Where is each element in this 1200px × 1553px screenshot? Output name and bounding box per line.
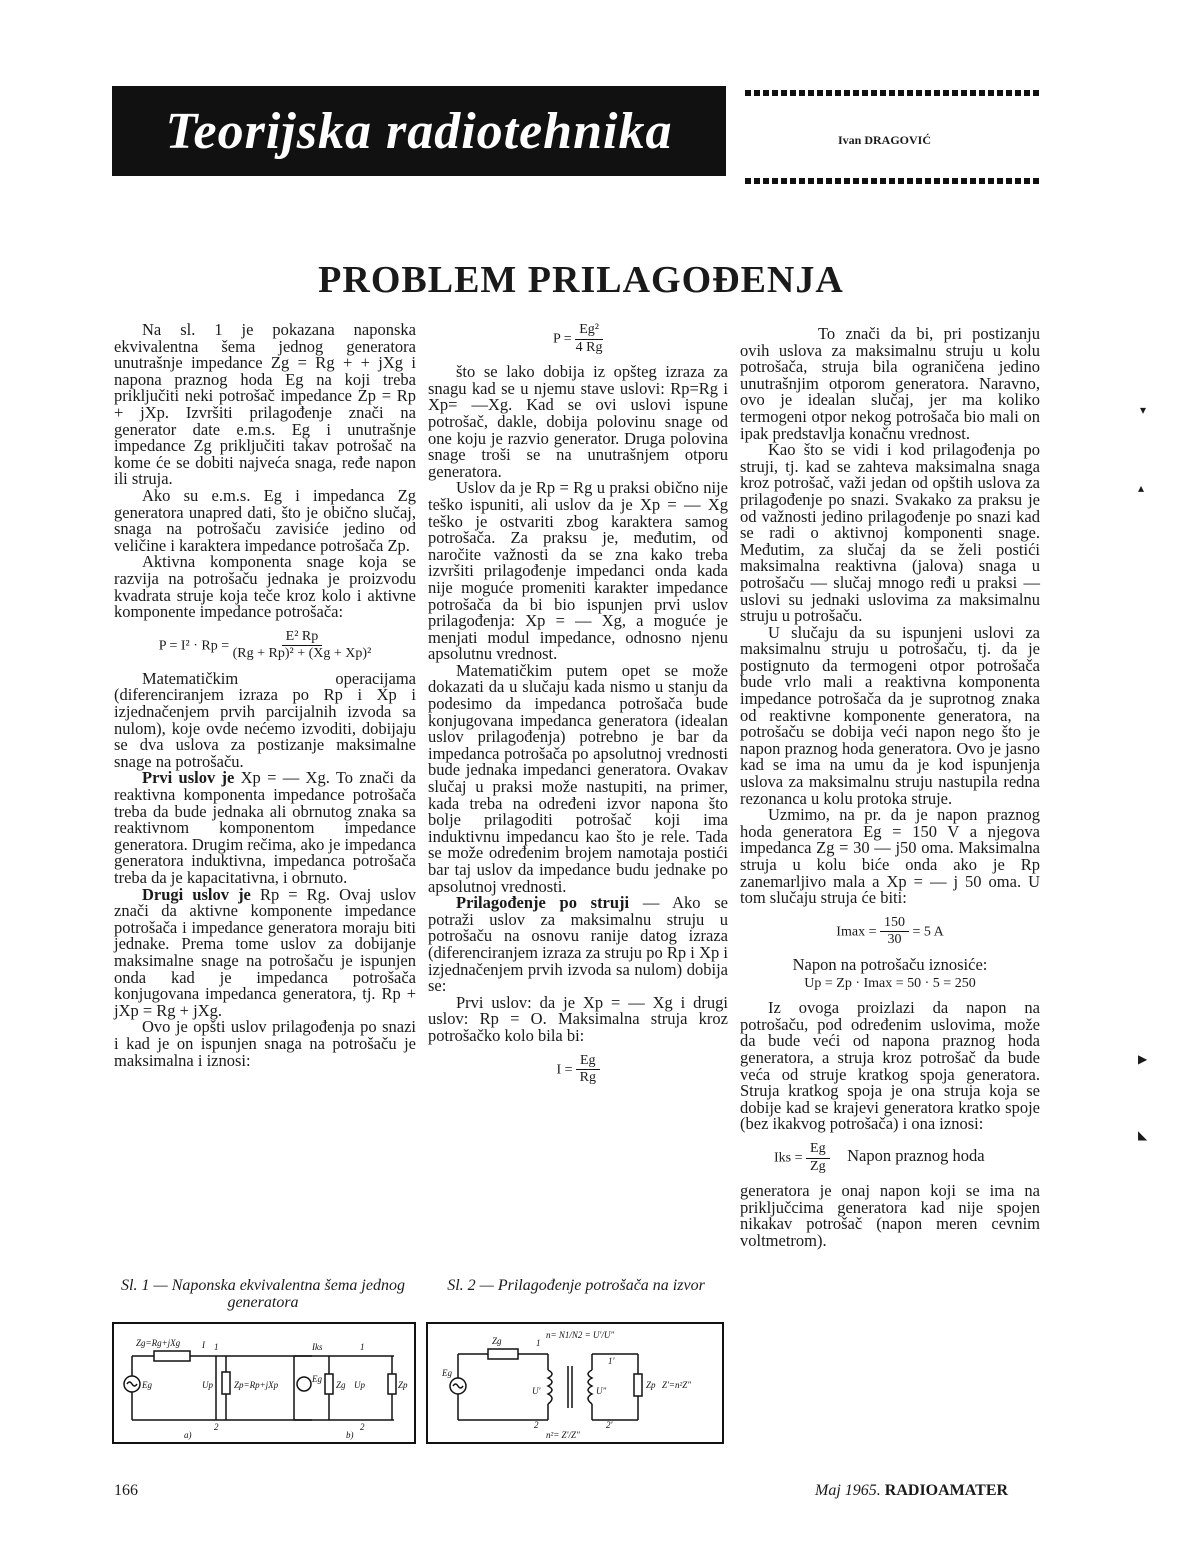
figure-2-caption: Sl. 2 — Prilagođenje potrošača na izvor (447, 1277, 705, 1294)
current-formula (428, 1053, 728, 1087)
figure-1-caption: Sl. 1 — Naponska ekvivalentna šema jednog generatora (121, 1277, 405, 1311)
paragraph: Na sl. 1 je pokazana naponska ekvivalentna šema jednog generatora unutrašnje impedance Zg = Rg + + jXg i napona praznog hoda Eg na koji treba priključiti neki potrošač impedance Zp = Rp + jXp. Izvršiti prilagođenje znači na generator date e.m.s. Eg i unutrašnje impedance Zg priključiti takav potrošač na kome će se dobiti najveća snaga, ređe napon ili struja. (114, 320, 416, 489)
fraction-denominator: (Rg + Rp)² + (Xg + Xp)² (232, 646, 372, 662)
paragraph: Prvi uslov: da je Xp = — Xg i drugi uslov: Rp = O. Maksimalna struja kroz potrošačko kolo bila bi: (428, 992, 728, 1045)
fraction-numerator: E² Rp (282, 629, 323, 647)
fraction-denominator: Zg (810, 1158, 826, 1174)
magazine-name: RADIOAMATER (884, 1482, 1009, 1499)
paragraph: Matematičkim operacijama (diferenciranjem izraza po Rp i Xp i izjednačenjem prvih parcijalnih izvoda sa nulom), koje ovde nećemo izvoditi, dobijaju se dva uslova za postizanje maksimalne snage na potrošaču. (114, 668, 416, 771)
formula-lhs: P = (553, 331, 572, 347)
node-1-prime: 1' (608, 1356, 615, 1366)
label-eg-b: Eg (312, 1374, 322, 1384)
paragraph: što se lako dobija iz opšteg izraza za snagu kad se u njemu stave uslovi: Rp=Rg i Xp= —Xg. Kad se ovi uslovi ispune potrošač, dakle, dobija polovinu snage od one koju je razvio generator. Druga polovina snage troši se na unutrašnjem otporu generatora. (428, 362, 728, 481)
node-1: 1 (536, 1338, 541, 1348)
paragraph: Uzmimo, na pr. da je napon praznog hoda generatora Eg = 150 V a njegova impedanca Zg = 30 — j50 oma. Maksimalna struja u kolu biće onda ako je Rp zanemarljivo mala a Xp = — j 50 oma. U tom slučaju struja će biti: (740, 805, 1040, 908)
section-banner (112, 86, 726, 176)
decorative-rule-top (745, 90, 1040, 96)
margin-mark: ▾ (1140, 403, 1147, 417)
label-zp-b: Zp (398, 1380, 408, 1390)
label-up: Up (202, 1380, 213, 1390)
label-zp: Zp (646, 1380, 656, 1390)
issue-date: Maj 1965. (815, 1482, 881, 1499)
margin-mark: ◣ (1138, 1128, 1148, 1142)
condition-label: Prvi uslov je (142, 768, 235, 788)
figure-2-circuit (426, 1322, 724, 1444)
label-ratio: n= N1/N2 = U'/U" (546, 1330, 615, 1340)
label-eg: Eg (142, 1380, 152, 1390)
fraction-denominator: Rg (579, 1070, 596, 1086)
page-number: 166 (114, 1482, 138, 1499)
fraction (575, 322, 603, 356)
node-2: 2 (214, 1422, 219, 1432)
label-i: I (202, 1340, 205, 1350)
paragraph: Ako su e.m.s. Eg i impedanca Zg generatora unapred dati, što je obično slučaj, snaga na potrošaču zavisiće jedino od veličine i karaktera impedance potrošača Zp. (114, 485, 416, 555)
paragraph: Iz ovoga proizlazi da napon na potrošaču, pod određenim uslovima, može da bude veći od napona praznog hoda generatora, a struja kroz potrošač da bude veća od struje kratkog spoja generatora. Struja kratkog spoja je ona struja koja se dobije kad se krajevi generatora kratko spoje (bez ikakvog potrošača) i ona iznosi: (740, 998, 1040, 1134)
figure-1-circuit (112, 1322, 416, 1444)
iks-formula (740, 1141, 1040, 1175)
condition-text: Xp = — Xg. To znači da reaktivna komponenta impedance potrošača treba da bude jednaka ali obrnutog znaka sa reaktivnom komponentom impedance generatora. Drugim rečima, ako je impedanca generatora induktivna, impedanca potrošača treba da je kapacitativna, i obrnuto. (114, 768, 416, 887)
label-u2: U" (596, 1386, 607, 1396)
node-2-prime: 2' (606, 1420, 613, 1430)
label-u1: U' (532, 1386, 541, 1396)
circuit-diagram-1 (114, 1324, 414, 1442)
condition-text: Rp = Rg. Ovaj uslov znači da aktivne komponente impedance potrošača i impedance generatora moraju biti jednake. Prema tome uslov za dobijanje maksimalne snage na potrošaču je ispunjen onda kad je impedanca potrošača konjugovana impedanca generatora, tj. Rp + jXp = Rg + jXg. (114, 884, 416, 1020)
paragraph: U slučaju da su ispunjeni uslovi za maksimalnu struju u potrošaču, tj. da je postignuto da termogeni otpor potrošača bude vrlo mali a reaktivna komponenta impedance potrošača da je suprotnog znaka od reaktivne komponente generatora, na potrošaču se dobija veći napon nego što je napon praznog hoda generatora. Ovo je jasno kad se ima na umu da je kod ispunjenja uslova za maksimalnu struju nastupila redna rezonanca u kolu protoka struje. (740, 622, 1040, 808)
formula-rhs: = 5 A (912, 924, 944, 940)
column-2 (428, 322, 728, 1095)
column-1 (114, 322, 416, 1069)
article-title: PROBLEM PRILAGOĐENJA (318, 259, 844, 301)
fraction (806, 1141, 830, 1175)
label-zg: Zg=Rg+jXg (136, 1338, 181, 1348)
label-zg: Zg (492, 1336, 502, 1346)
pmax-formula (428, 322, 728, 356)
condition-label: Drugi uslov je (142, 884, 251, 904)
label-b: b) (346, 1430, 354, 1440)
power-formula (114, 629, 416, 663)
paragraph: Ovo je opšti uslov prilagođenja po snazi i kad je on ispunjen snaga na potrošaču je maksimalna i iznosi: (114, 1017, 416, 1070)
fraction-numerator: 150 (880, 915, 909, 933)
margin-mark: ▶ (1138, 1052, 1148, 1066)
circuit-diagram-2 (428, 1324, 722, 1442)
label-nsq: n²= Z'/Z" (546, 1430, 580, 1440)
paragraph: Uslov da je Rp = Rg u praksi obično nije teško ispuniti, ali uslov da je Xp = — Xg teško je ostvariti zbog karaktera samog potrošača. Za praksu je, međutim, od naročite važnosti da se zna kako treba izvršiti prilagođenje impedanci onda kada nije moguće promeniti karakter impedance potrošača da bi bio ispunjen prvi uslov prilagođenja: Xp = — Xg, a moguće je menjati modul impedance, odnosno njenu apsolutnu vrednost. (428, 478, 728, 664)
label-iks: Iks (312, 1342, 323, 1352)
paragraph: Matematičkim putem opet se može dokazati da u slučaju kada nismo u stanju da podesimo da impedanca potrošača bude konjugovana impedanca generatora (idealan uslov prilagođenja) potrebno je bar da impedanca potrošača po apsolutnoj vrednosti bude jednaka impedanci generatora. Ovakav slučaj u praksi može nastupiti, na primer, kada treba na određeni izvor napona što bolje prilagoditi potrošač koji ima induktivnu impedancu kao što je rele. Tada se može određenim brojem namotaja postići bar taj uslov da impedance budu jednake po apsolutnoj vrednosti. (428, 660, 728, 896)
margin-mark: ▴ (1138, 481, 1145, 495)
node-2b: 2 (360, 1422, 365, 1432)
voltage-formula: Up = Zp · Imax = 50 · 5 = 250 (804, 975, 976, 991)
imax-formula (740, 915, 1040, 949)
formula-lhs: P = I² · Rp = (158, 638, 230, 653)
decorative-rule-bottom (745, 178, 1040, 184)
node-1b: 1 (360, 1342, 365, 1352)
fraction-denominator: 4 Rg (575, 339, 603, 355)
paragraph (114, 770, 416, 886)
paragraph-text: — Ako se potraži uslov za maksimalnu struju u potrošaču na osnovu ranije datog izraza (diferenciranjem izraza za struju po Rp i Xp i izjednačenjem prvih izvoda sa nulom) dobija se: (428, 893, 728, 996)
paragraph: To znači da bi, pri postizanju ovih uslova za maksimalnu struju u kolu potrošača, struja bila ograničena jedino unutrašnjim otporom generatora. Naravno, ovo je idealan slučaj, jer ma koliko termogeni otpor nekog potrošača bio mali on ipak predstavlja konačnu vrednost. (740, 324, 1040, 443)
fraction-denominator: 30 (887, 932, 902, 948)
inline-text: Napon praznog hoda (847, 1146, 985, 1166)
formula-lhs: Iks = (774, 1150, 803, 1166)
paragraph (114, 884, 416, 1020)
fraction (880, 915, 909, 949)
voltage-intro: Napon na potrošaču iznosiće: (792, 954, 988, 974)
fraction-numerator: Eg (576, 1053, 600, 1071)
node-2: 2 (534, 1420, 539, 1430)
fraction (576, 1053, 600, 1087)
column-3 (740, 326, 1040, 1249)
fraction-numerator: Eg (806, 1141, 830, 1159)
author-name: Ivan DRAGOVIĆ (838, 133, 932, 147)
paragraph: Aktivna komponenta snage koja se razvija na potrošaču jednaka je proizvodu kvadrata struje koja teče kroz kolo i aktivne komponente impedance potrošača: (114, 552, 416, 622)
subheading: Prilagođenje po struji (456, 893, 630, 913)
label-zg-b: Zg (336, 1380, 346, 1390)
formula-lhs: Imax = (836, 924, 877, 940)
label-eg: Eg (442, 1368, 452, 1378)
paragraph (428, 895, 728, 995)
fraction-numerator: Eg² (575, 322, 603, 340)
section-title: Teorijska radiotehnika (165, 102, 673, 160)
label-zprime: Z'=n²Z" (662, 1380, 691, 1390)
paragraph: generatora je onaj napon koji se ima na priključcima generatora kad nije spojen nikakav potrošač (napon meren cevnim voltmetrom). (740, 1181, 1040, 1250)
label-zp: Zp=Rp+jXp (234, 1380, 279, 1390)
label-a: a) (184, 1430, 192, 1440)
node-1: 1 (214, 1342, 219, 1352)
issue-info (815, 1482, 1008, 1500)
fraction (233, 629, 372, 663)
formula-lhs: I = (556, 1061, 573, 1077)
label-up-b: Up (354, 1380, 365, 1390)
paragraph: Kao što se vidi i kod prilagođenja po struji, tj. kad se zahteva maksimalna snaga kroz potrošač, važi jedan od opštih uslova za prilagođenje po snazi. Svakako za praksu je od važnosti jedino prilagođenje po snazi kad se radi o aktivnoj komponenti snage. Međutim, za slučaj da se želi postići maksimalna reaktivna (jalova) snaga u potrošaču — slučaj mnogo ređi u praksi — uslovi su jednaki uslovima za maksimalnu struju u potrošaču. (740, 440, 1040, 626)
